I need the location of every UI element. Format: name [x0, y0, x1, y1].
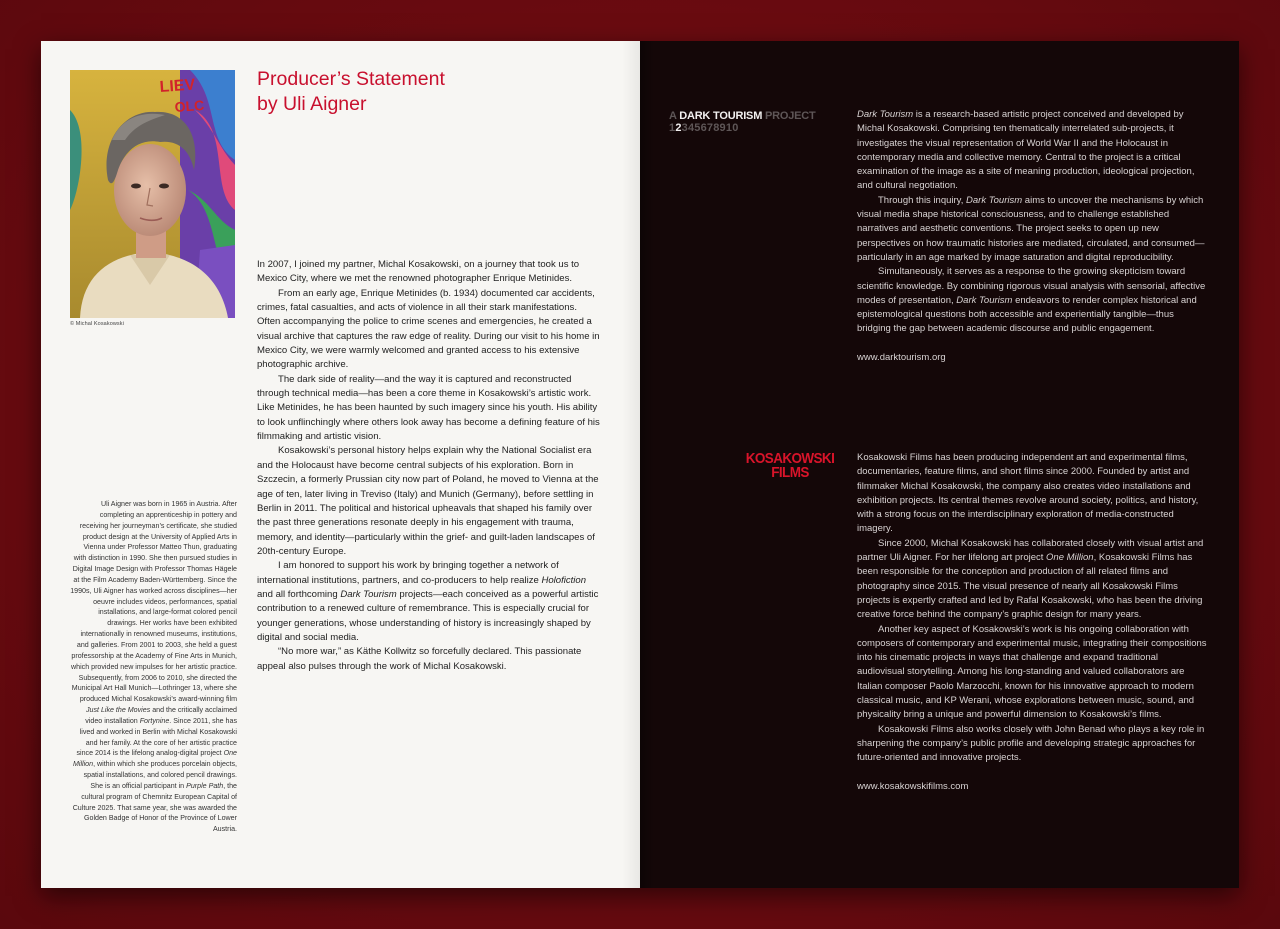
text-run: Through this inquiry,	[878, 194, 967, 206]
text-run: I am honored to support his work by bringing together a network of international institutions, partners, and co-producers to help realize	[257, 560, 559, 586]
kf-paragraph	[857, 537, 1207, 623]
kf-paragraph: Kosakowski Films also works closely with John Benad who plays a key role in sharpening the company’s public profile and developing strategic approaches for future-oriented and innovative projects.	[857, 723, 1205, 764]
text-run: endeavors to render complex historical and epistemological questions both accessible and experientially tangible—thus bridging the gap between academic discourse and public engagement.	[857, 294, 1197, 335]
italic-title: One Million	[1046, 552, 1094, 564]
text-run: and the critically acclaimed video installation	[85, 706, 237, 725]
text-run: projects—each conceived as a powerful artistic contribution to a renewed culture of remembrance. This is especially crucial for younger generations, whose understanding of history is increasingly shaped by digital and social media.	[257, 588, 599, 643]
logo-name: DARK TOURISM	[679, 110, 763, 122]
photo-caption: © Michal Kosakowski	[70, 321, 124, 327]
kosakowski-films-url[interactable]: www.kosakowskifilms.com	[857, 780, 969, 792]
text-run: , within which she produces porcelain objects, spatial installations, and colored pencil drawings. She is an official participant in	[83, 760, 237, 790]
book-spread	[41, 41, 1239, 888]
statement-paragraph	[257, 559, 602, 645]
portrait-photo	[70, 70, 235, 318]
title-line-1: Producer’s Statement	[257, 68, 445, 90]
page-title	[257, 67, 617, 117]
statement-paragraph: “No more war,” as Käthe Kollwitz so forcefully declared. This passionate appeal also pulses through the work of Michal Kosakowski.	[257, 646, 582, 672]
text-run: , Kosakowski Films has been responsible for the conception and production of all related films and photography since 2015. The visual presence of nearly all Kosakowski Films projects is expertly crafted and led by Rafal Kosakowski, who has been the driving creative force behind the company’s graphic design for many years.	[857, 552, 1203, 621]
text-run: . Since 2011, she has lived and worked in Berlin with Michal Kosakowski and her family. At the core of her artistic practice since 2014 is the lifelong analog-digital project	[76, 716, 237, 758]
italic-title: Purple Path	[186, 781, 224, 790]
italic-title: One Million	[72, 749, 237, 769]
text-run: Simultaneously, it serves as a response to the growing skepticism toward scientific knowledge. By combining rigorous visual analysis with sensorial, affective modes of presentation,	[857, 266, 1206, 306]
italic-title: Dark Tourism	[956, 294, 1013, 306]
italic-title: Just Like the Movies	[85, 706, 151, 715]
italic-title: Dark Tourism	[966, 194, 1023, 206]
statement-paragraph: From an early age, Enrique Metinides (b. 1934) documented car accidents, crimes, fatal casualties, and acts of violence in all their stark manifestations. Often accompanying the police to crime scenes and emergencies, he created a visual archive that captures the raw edge of reality. During our visit to his home in Mexico City, we were warmly welcomed and granted access to his extensive photographic archive.	[257, 287, 600, 371]
italic-title: Holofiction	[541, 574, 587, 586]
logo-active-number: 2	[675, 122, 682, 134]
kosakowski-films-logo	[740, 449, 840, 480]
logo-suffix: PROJECT	[762, 110, 816, 122]
text-run: Since 2000, Michal Kosakowski has collaborated closely with visual artist and partner Uli Aigner. For her lifelong art project	[857, 537, 1204, 564]
svg-text:OLC: OLC	[174, 96, 205, 115]
logo-prefix: A	[669, 110, 680, 122]
dark-tourism-text	[857, 108, 1207, 365]
statement-paragraph: In 2007, I joined my partner, Michal Kosakowski, on a journey that took us to Mexico City, where we met the renowned photographer Enrique Metinides.	[257, 259, 580, 285]
kosakowski-films-text	[857, 451, 1207, 794]
italic-title: Dark Tourism	[340, 588, 397, 600]
statement-body	[257, 258, 602, 674]
dark-tourism-url[interactable]: www.darktourism.org	[857, 352, 946, 364]
dark-tourism-logo	[669, 110, 839, 134]
kf-logo-line-2: FILMS	[771, 463, 809, 480]
logo-number-before: 1	[669, 122, 676, 134]
statement-paragraph: Kosakowski’s personal history helps explain why the National Socialist era and the Holocaust have become central subjects of his exploration. Born in Szczecin, a formerly Prussian city now part of Poland, he moved to Vienna at the age of ten, later living in Treviso (Italy) and Munich (Germany), before settling in Berlin in 2011. The political and historical upheavals that shaped his family over the past three generations resonate deeply in his engagement with trauma, memory, and identity—particularly within the grief- and guilt-laden landscapes of 20th-century Europe.	[257, 445, 599, 557]
kf-paragraph: Kosakowski Films has been producing independent art and experimental films, documentaries, feature films, and short films since 2000. Founded by artist and filmmaker Michal Kosakowski, the company also creates video installations and exhibition projects. Its central themes revolve around society, politics, and history, with a strong focus on the interdisciplinary exploration of media-constructed imagery.	[857, 452, 1199, 535]
text-run: and all forthcoming	[257, 588, 341, 600]
dt-paragraph	[857, 194, 1207, 265]
italic-title: Fortynine	[139, 716, 170, 725]
statement-paragraph: The dark side of reality—and the way it is captured and reconstructed through technical media—has been a core theme in Kosakowski’s artistic work. Like Metinides, he has been haunted by such imagery since his youth. His ability to look unflinchingly where others look away has become a defining feature of his filmmaking and artistic vision.	[257, 373, 600, 443]
right-page	[640, 41, 1239, 888]
dt-paragraph	[857, 108, 1207, 194]
text-run: , the cultural program of Chemnitz European Capital of Culture 2025. That same year, she was awarded the Golden Badge of Honor of the Province of Lower Austria.	[72, 781, 237, 834]
text-run: is a research-based artistic project conceived and developed by Michal Kosakowski. Comprising ten thematically interrelated sub-projects, it investigates the visual representation of World War II and the Holocaust in contemporary media and collective memory. Central to the project is a critical examination of the image as a site of meaning production, ideological projection, and cultural negotiation.	[857, 109, 1195, 192]
dt-paragraph	[857, 265, 1207, 336]
text-run: aims to uncover the mechanisms by which visual media shape historical consciousness, and to challenge established narratives and aesthetic conventions. The project seeks to open up new perspectives on how traumatic histories are mediated, circulated, and consumed—particularly in an age marked by image saturation and digital reproducibility.	[857, 194, 1205, 263]
text-run: Uli Aigner was born in 1965 in Austria. After completing an apprenticeship in pottery and receiving her journeyman’s certificate, she studied product design at the University of Applied Arts in Vienna under Professor Matteo Thun, graduating with distinction in 1990. She then pursued studies in Digital Image Design with Professor Thomas Hägele at the Film Academy Baden-Württemberg. Since the 1990s, Uli Aigner has worked across disciplines—her oeuvre includes videos, performances, spatial installations, and large-format colored pencil drawings. Her works have been exhibited internationally in renowned museums, institutions, and galleries. From 2001 to 2003, she held a guest professorship at the Academy of Fine Arts in Munich, which provided new impulses for her artistic practice. Subsequently, from 2006 to 2010, she directed the Municipal Art Hall Munich—Lothringer 13, where she produced Michal Kosakowski’s award-winning film	[70, 500, 237, 704]
svg-text:LIEV: LIEV	[159, 76, 196, 96]
left-page	[41, 41, 640, 888]
logo-numbers-after: 345678910	[681, 122, 739, 134]
author-bio	[70, 499, 237, 835]
kf-logo-line-1: KOSAKOWSKI	[745, 449, 835, 467]
kf-paragraph: Another key aspect of Kosakowski’s work is his ongoing collaboration with composers of contemporary and experimental music, integrating their compositions into his cinematic projects in ways that challenge and expand traditional audiovisual storytelling. Among his long-standing and valued collaborators are Italian composer Paolo Marzocchi, known for his innovative approach to modern classical music, and KP Werani, whose explorations between music, sound, and physicality bring a unique and powerful dimension to Kosakowski’s films.	[857, 623, 1207, 721]
title-line-2: by Uli Aigner	[257, 93, 367, 115]
italic-title: Dark Tourism	[857, 109, 914, 120]
